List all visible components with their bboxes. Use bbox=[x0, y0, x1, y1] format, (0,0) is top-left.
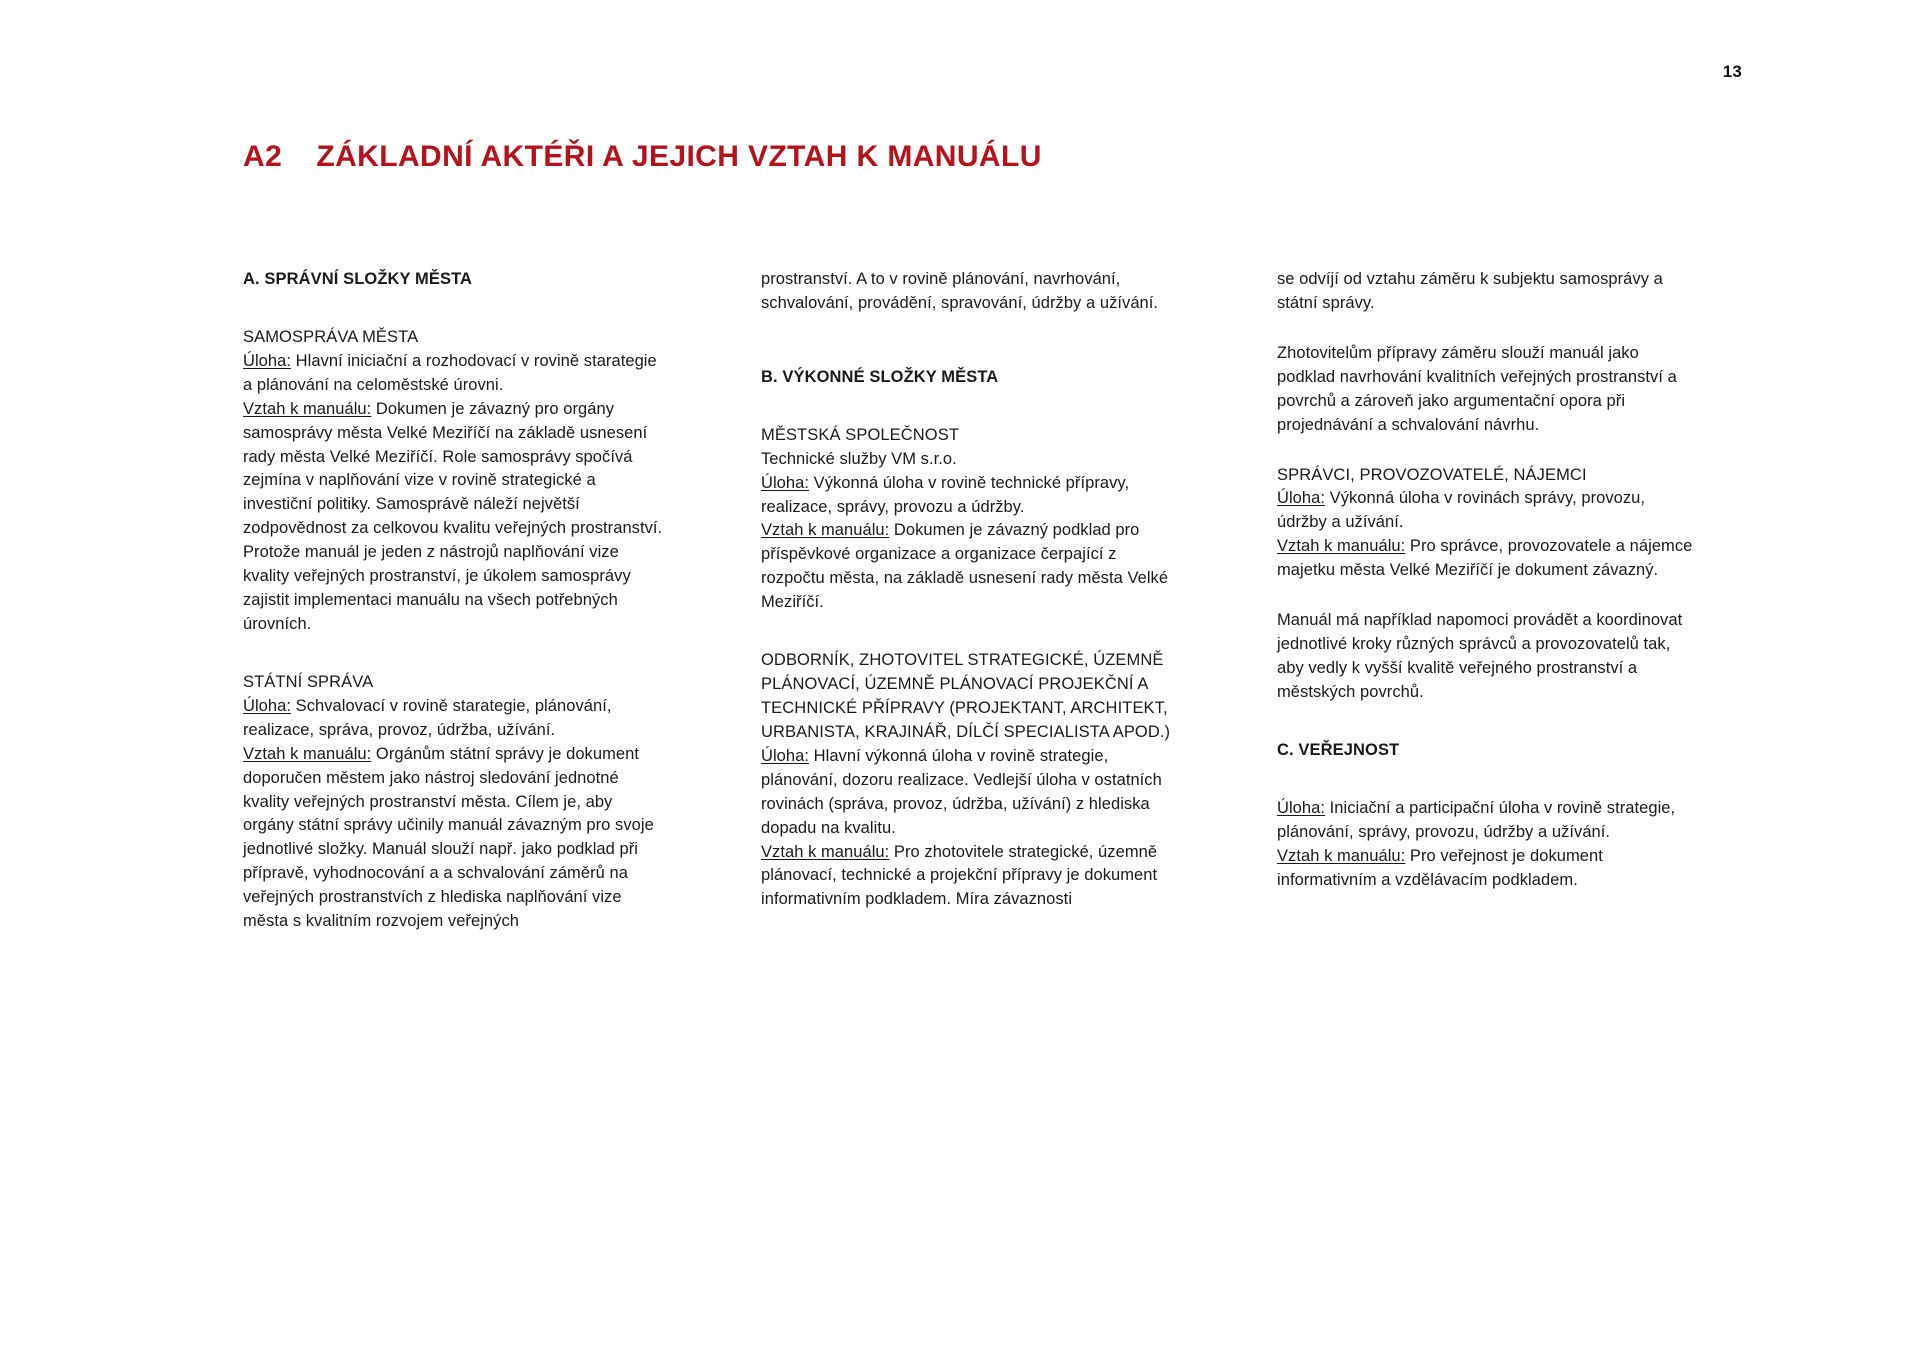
paragraph-verejnost-uloha bbox=[1277, 797, 1697, 845]
text-uloha: Výkonná úloha v rovinách správy, provozu, údržby a užívání. bbox=[1277, 489, 1646, 532]
subheading-samosprava-mesta: SAMOSPRÁVA MĚSTA bbox=[243, 327, 419, 346]
text-vztah-k-manualu: Dokumen je závazný pro orgány samosprávy města Velké Meziříčí na základě usnesení rady města Velké Meziříčí. Role samosprávy spočívá zejmína v naplňování vize v rovině strategické a investiční politiky. Samosprávě náleží největší zodpovědnost za celkovou kvalitu veřejných prostranství. Protože manuál je jeden z nástrojů naplňování vize kvality veřejných prostranství, je úkolem samosprávy zajistit implementaci manuálu na všech potřebných úrovních. bbox=[243, 399, 663, 633]
text-vztah-k-manualu: Orgánům státní správy je dokument doporučen městem jako nástroj sledování jednotné kvality veřejných prostranství města. Cílem je, aby orgány státní správy učinily manuál závazným pro svoje jednotlivé složky. Manuál slouží např. jako podklad při přípravě, vyhodnocování a a schvalování záměrů na veřejných prostranstvích z hlediska naplňování vize města s kvalitním rozvojem veřejných bbox=[243, 744, 654, 931]
label-uloha: Úloha: bbox=[243, 351, 291, 370]
paragraph-zhotovitelum: Zhotovitelům přípravy záměru slouží manuál jako podklad navrhování kvalitních veřejných prostranství a povrchů a zároveň jako argumentační opora při projednávání a schvalování návrhu. bbox=[1277, 343, 1677, 434]
paragraph-verejnost-vztah bbox=[1277, 845, 1697, 893]
text-uloha: Iniciační a participační úloha v rovině strategie, plánování, správy, provozu, údržby a užívání. bbox=[1277, 798, 1676, 841]
text-uloha: Výkonná úloha v rovině technické přípravy, realizace, správy, provozu a údržby. bbox=[761, 473, 1130, 516]
text-vztah-k-manualu: Pro veřejnost je dokument informativním a vzdělávacím podkladem. bbox=[1277, 846, 1603, 889]
subheading-odbornik-zhotovitel: ODBORNÍK, ZHOTOVITEL STRATEGICKÉ, ÚZEMNĚ PLÁNOVACÍ, ÚZEMNĚ PLÁNOVACÍ PROJEKČNÍ A TECHNICKÉ PŘÍPRAVY (PROJEKTANT, ARCHITEKT, URBANISTA, KRAJINÁŘ, DÍLČÍ SPECIALISTA APOD.) bbox=[761, 651, 1171, 741]
label-uloha: Úloha: bbox=[1277, 489, 1325, 508]
paragraph-spravci-uloha bbox=[1277, 487, 1697, 535]
label-vztah-k-manualu: Vztah k manuálu: bbox=[761, 521, 890, 540]
heading-b-vykonne-slozky: B. VÝKONNÉ SLOŽKY MĚSTA bbox=[761, 367, 999, 386]
paragraph-spravci-vztah bbox=[1277, 535, 1697, 583]
text-uloha: Hlavní výkonná úloha v rovině strategie, plánování, dozoru realizace. Vedlejší úloha v ostatních rovinách (správa, provoz, údržba, užívání) z hlediska dopadu na kvalitu. bbox=[761, 746, 1162, 837]
label-vztah-k-manualu: Vztah k manuálu: bbox=[243, 744, 372, 763]
label-uloha: Úloha: bbox=[761, 473, 809, 492]
label-uloha: Úloha: bbox=[1277, 798, 1325, 817]
paragraph-odbornik-uloha bbox=[761, 745, 1181, 841]
paragraph-manual-koordinace: Manuál má například napomoci provádět a koordinovat jednotlivé kroky různých správců a provozovatelů tak, aby vedly k vyšší kvalitě veřejného prostranství a městských povrchů. bbox=[1277, 611, 1683, 701]
paragraph-continuation-col3: se odvíjí od vztahu záměru k subjektu samosprávy a státní správy. bbox=[1277, 270, 1663, 312]
label-vztah-k-manualu: Vztah k manuálu: bbox=[1277, 537, 1406, 556]
label-uloha: Úloha: bbox=[243, 696, 291, 715]
column-1 bbox=[243, 268, 665, 934]
paragraph-continuation-col2: prostranství. A to v rovině plánování, navrhování, schvalování, provádění, spravování, údržby a užívání. bbox=[761, 270, 1159, 312]
paragraph-statni-sprava-uloha bbox=[243, 695, 665, 743]
page-number: 13 bbox=[1722, 62, 1742, 81]
text-vztah-k-manualu: Dokumen je závazný podklad pro příspěvkové organizace a organizace čerpající z rozpočtu města, na základě usnesení rady města Velké Meziříčí. bbox=[761, 521, 1169, 612]
column-2 bbox=[761, 268, 1181, 934]
heading-a-spravni-slozky: A. SPRÁVNÍ SLOŽKY MĚSTA bbox=[243, 270, 473, 288]
section-title-text: ZÁKLADNÍ AKTÉŘI A JEJICH VZTAH K MANUÁLU bbox=[316, 140, 1042, 173]
label-uloha: Úloha: bbox=[761, 746, 809, 765]
paragraph-samosprava-uloha bbox=[243, 350, 665, 398]
text-columns bbox=[243, 268, 1703, 934]
heading-c-verejnost: C. VEŘEJNOST bbox=[1277, 740, 1400, 759]
column-3 bbox=[1277, 268, 1697, 934]
label-vztah-k-manualu: Vztah k manuálu: bbox=[1277, 846, 1406, 865]
paragraph-odbornik-vztah bbox=[761, 841, 1181, 913]
section-title bbox=[243, 140, 1042, 174]
text-uloha: Schvalovací v rovině starategie, plánování, realizace, správa, provoz, údržba, užívání. bbox=[243, 696, 612, 739]
subheading-technicke-sluzby: Technické služby VM s.r.o. bbox=[761, 449, 957, 468]
paragraph-mestska-spolecnost-uloha bbox=[761, 472, 1181, 520]
text-uloha: Hlavní iniciační a rozhodovací v rovině starategie a plánování na celoměstské úrovni. bbox=[243, 351, 657, 394]
paragraph-mestska-spolecnost-vztah bbox=[761, 519, 1181, 615]
text-vztah-k-manualu: Pro správce, provozovatele a nájemce majetku města Velké Meziříčí je dokument závazný. bbox=[1277, 537, 1693, 580]
text-vztah-k-manualu: Pro zhotovitele strategické, územně plánovací, technické a projekční přípravy je dokument informativním podkladem. Míra závaznosti bbox=[761, 842, 1158, 909]
paragraph-statni-sprava-vztah bbox=[243, 743, 665, 934]
section-code: A2 bbox=[243, 140, 283, 173]
label-vztah-k-manualu: Vztah k manuálu: bbox=[761, 842, 890, 861]
subheading-spravci-provozovatele: SPRÁVCI, PROVOZOVATELÉ, NÁJEMCI bbox=[1277, 465, 1587, 484]
label-vztah-k-manualu: Vztah k manuálu: bbox=[243, 399, 372, 418]
subheading-statni-sprava: STÁTNÍ SPRÁVA bbox=[243, 672, 374, 691]
subheading-mestska-spolecnost: MĚSTSKÁ SPOLEČNOST bbox=[761, 425, 960, 444]
paragraph-samosprava-vztah bbox=[243, 398, 665, 637]
